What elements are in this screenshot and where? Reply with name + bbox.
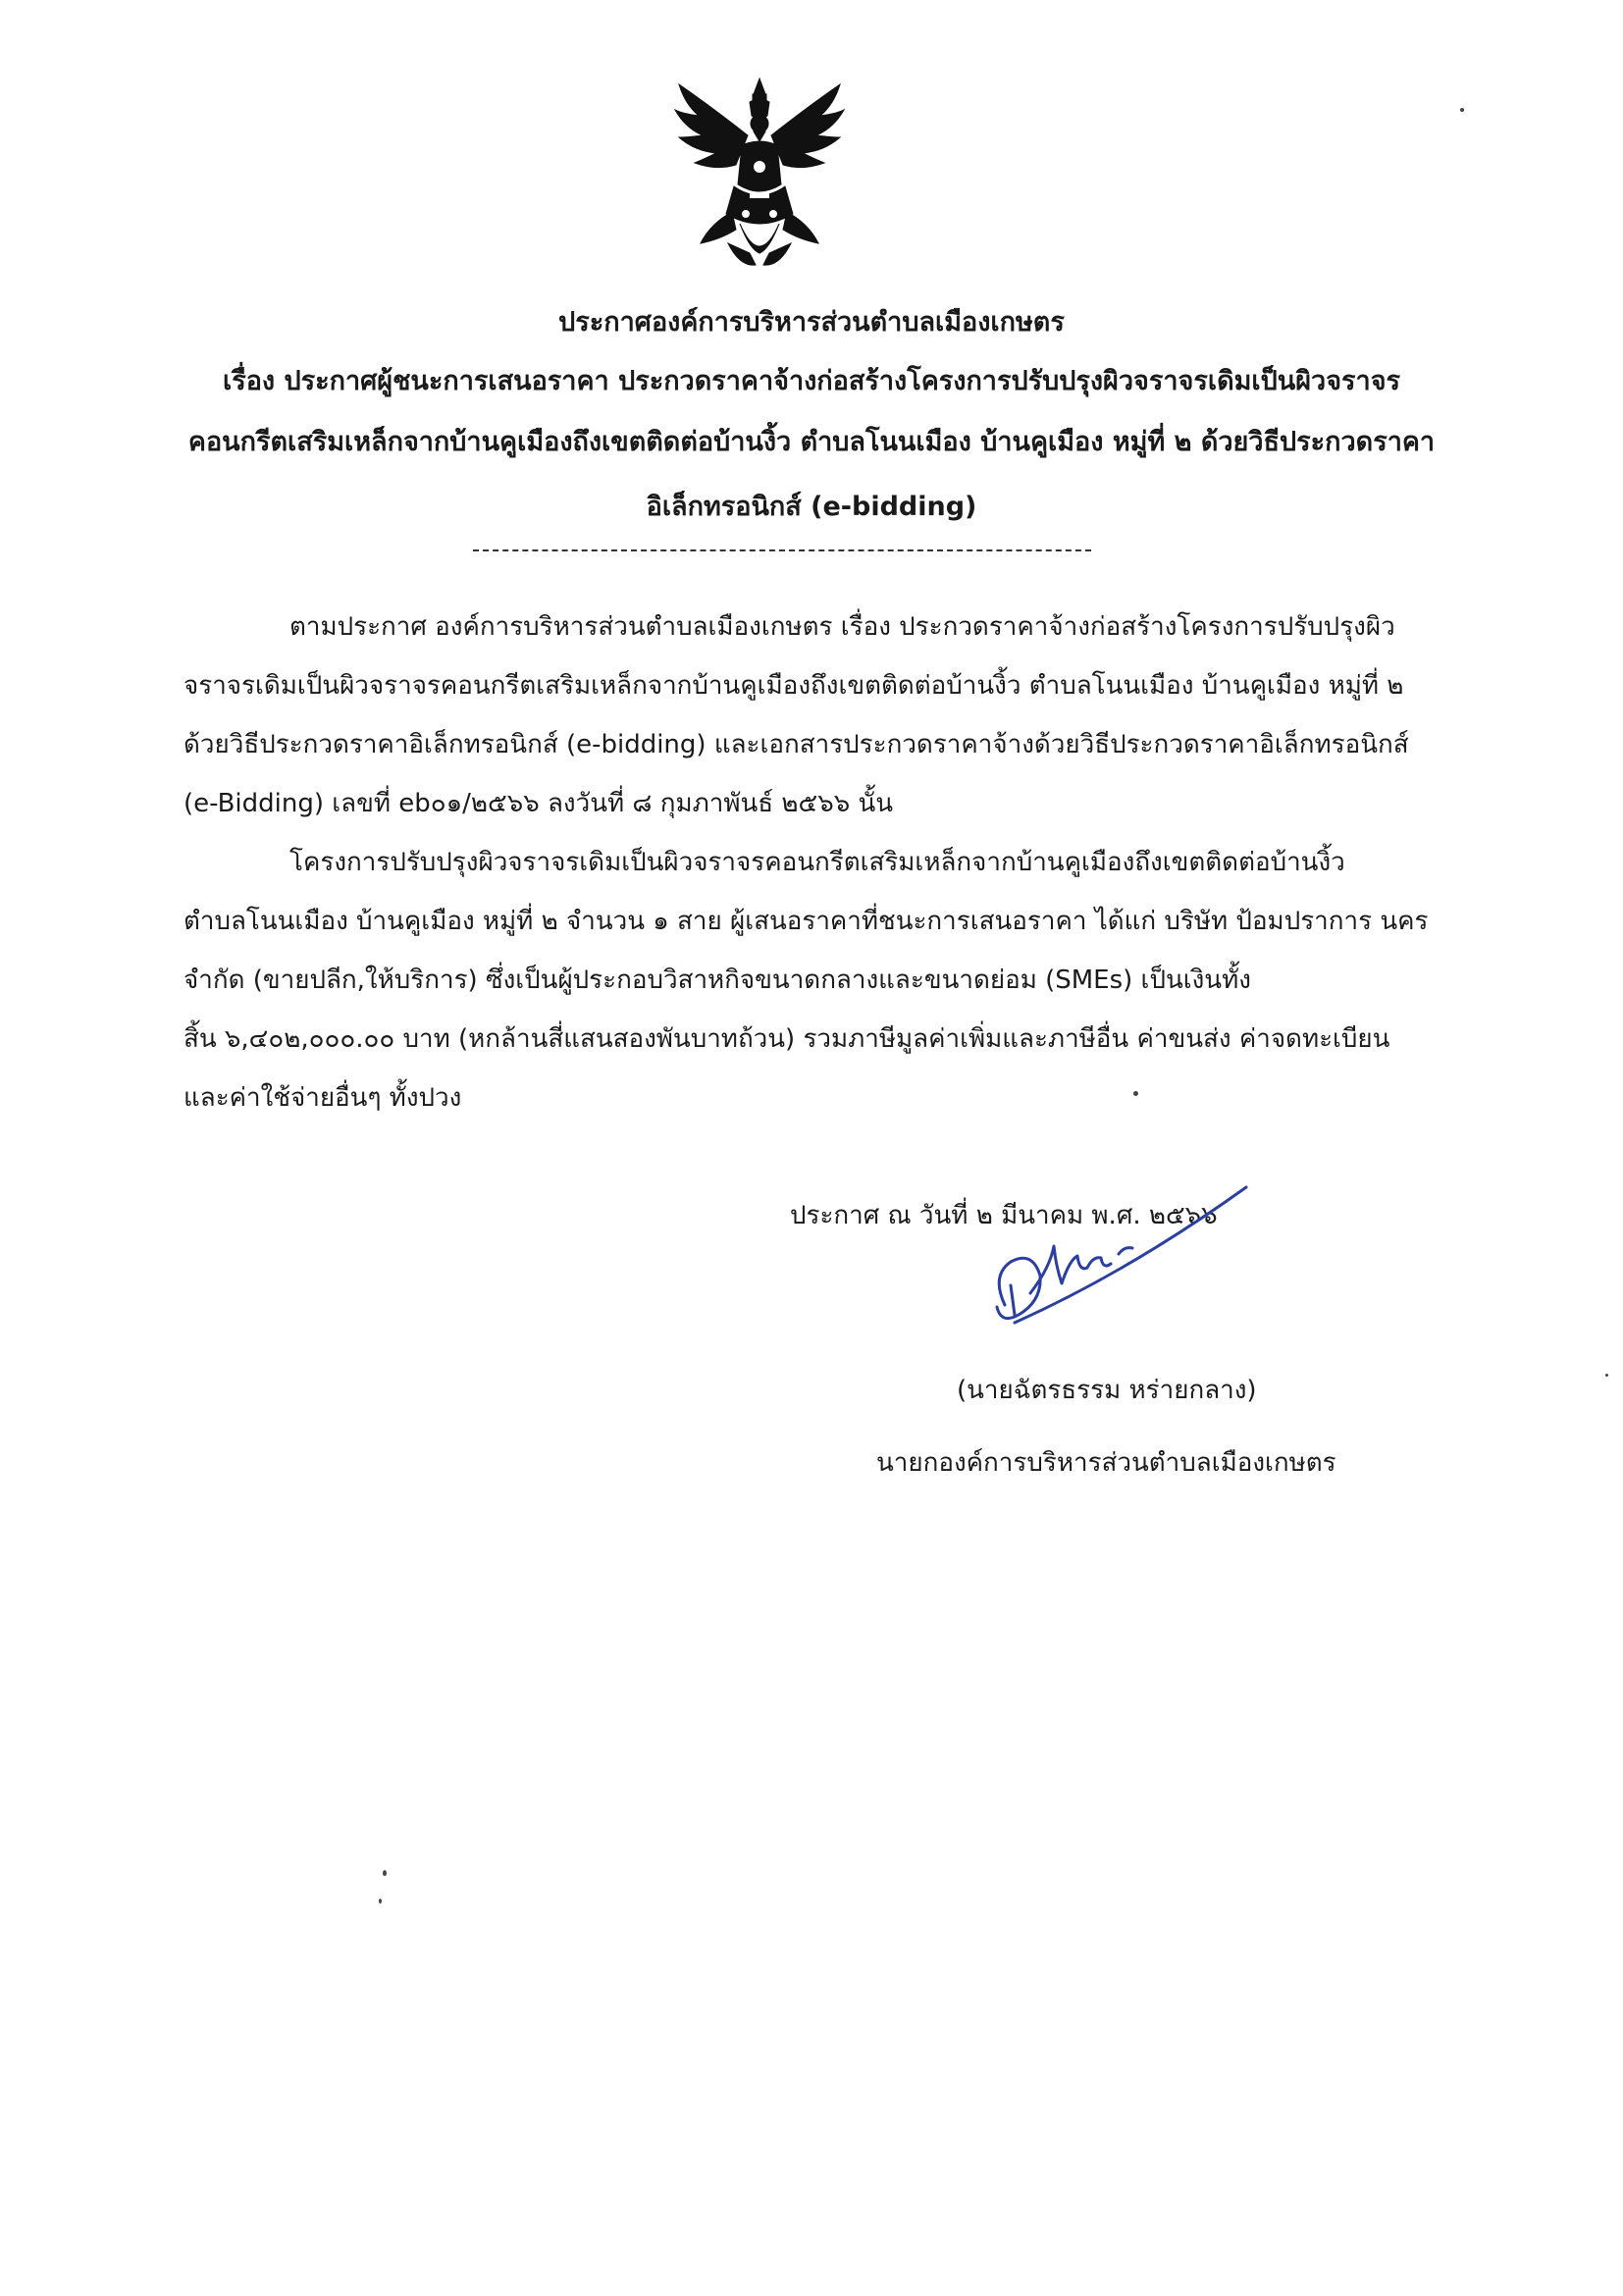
paragraph-1-line: จราจรเดิมเป็นผิวจราจรคอนกรีตเสริมเหล็กจากบ้านคูเมืองถึงเขตติดต่อบ้านงิ้ว ตำบลโนนเมือง บ้านคูเมือง หมู่ที่ ๒ — [183, 671, 1404, 701]
handwritten-signature-icon — [971, 1177, 1285, 1374]
header-subject-line-2: คอนกรีตเสริมเหล็กจากบ้านคูเมืองถึงเขตติดต่อบ้านงิ้ว ตำบลโนนเมือง บ้านคูเมือง หมู่ที่ ๒ ด้วยวิธีประกวดราคา — [187, 427, 1436, 457]
scan-speck — [379, 1899, 382, 1904]
announcement-date: ประกาศ ณ วันที่ ๒ มีนาคม พ.ศ. ๒๕๖๖ — [790, 1201, 1218, 1230]
garuda-emblem-icon — [671, 77, 848, 273]
signer-name: (นายฉัตรธรรม หร่ายกลาง) — [957, 1376, 1257, 1405]
header-subject-line-1: เรื่อง ประกาศผู้ชนะการเสนอราคา ประกวดราคาจ้างก่อสร้างโครงการปรับปรุงผิวจราจรเดิมเป็นผิวจราจร — [222, 366, 1401, 396]
paragraph-1-line: (e-Bidding) เลขที่ eb๐๑/๒๕๖๖ ลงวันที่ ๘ กุมภาพันธ์ ๒๕๖๖ นั้น — [183, 789, 894, 818]
scan-speck — [1605, 1374, 1608, 1377]
header-subject-line-3: อิเล็กทรอนิกส์ (e-bidding) — [646, 492, 977, 522]
header-divider — [473, 549, 1091, 551]
scan-speck — [383, 1870, 387, 1876]
signer-title: นายกองค์การบริหารส่วนตำบลเมืองเกษตร — [876, 1448, 1336, 1478]
paragraph-2-line: และค่าใช้จ่ายอื่นๆ ทั้งปวง — [183, 1083, 462, 1113]
paragraph-2-line: โครงการปรับปรุงผิวจราจรเดิมเป็นผิวจราจรคอนกรีตเสริมเหล็กจากบ้านคูเมืองถึงเขตติดต่อบ้านงิ้ว — [289, 848, 1345, 877]
paragraph-1-line: ตามประกาศ องค์การบริหารส่วนตำบลเมืองเกษตร เรื่อง ประกวดราคาจ้างก่อสร้างโครงการปรับปรุงผิว — [289, 612, 1395, 642]
paragraph-2-line: สิ้น ๖,๔๐๒,๐๐๐.๐๐ บาท (หกล้านสี่แสนสองพันบาทถ้วน) รวมภาษีมูลค่าเพิ่มและภาษีอื่น ค่าขนส่ง ค่าจดทะเบียน — [183, 1024, 1390, 1054]
header-issuer: ประกาศองค์การบริหารส่วนตำบลเมืองเกษตร — [558, 307, 1065, 338]
paragraph-2-line: จำกัด (ขายปลีก,ให้บริการ) ซึ่งเป็นผู้ประกอบวิสาหกิจขนาดกลางและขนาดย่อม (SMEs) เป็นเงินทั้ง — [183, 965, 1251, 995]
paragraph-1-line: ด้วยวิธีประกวดราคาอิเล็กทรอนิกส์ (e-bidding) และเอกสารประกวดราคาจ้างด้วยวิธีประกวดราคาอิเล็กทรอนิกส์ — [183, 730, 1409, 759]
scan-speck — [1460, 108, 1464, 112]
scan-speck — [1133, 1091, 1138, 1096]
paragraph-2-line: ตำบลโนนเมือง บ้านคูเมือง หมู่ที่ ๒ จำนวน ๑ สาย ผู้เสนอราคาที่ชนะการเสนอราคา ได้แก่ บริษัท ป้อมปราการ นคร — [183, 907, 1429, 936]
